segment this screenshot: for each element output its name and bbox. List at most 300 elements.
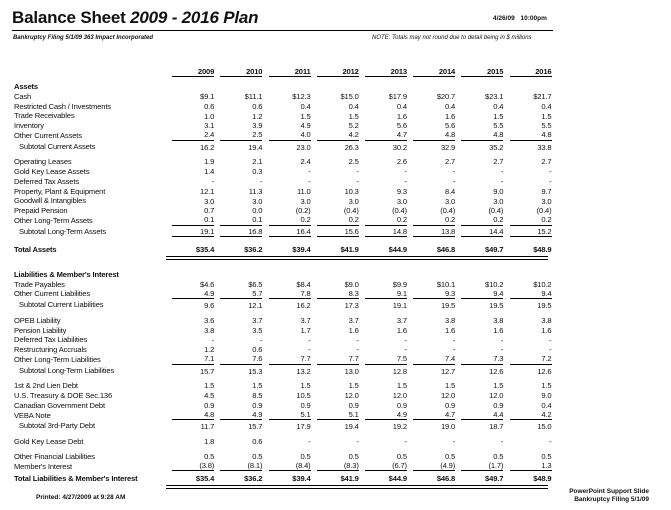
value: $35.4 bbox=[195, 473, 215, 483]
value: 3.0 bbox=[300, 196, 311, 206]
value: $39.4 bbox=[292, 244, 311, 254]
value-cell bbox=[214, 216, 262, 226]
timestamp: 4/26/09 10:00pm bbox=[493, 15, 547, 22]
value-cell bbox=[359, 355, 407, 365]
value-cell bbox=[503, 144, 551, 153]
row-label: U.S. Treasury & DOE Sec.136 bbox=[14, 391, 113, 401]
value: - bbox=[356, 437, 359, 447]
subtotal-row bbox=[14, 365, 552, 377]
value-cell bbox=[166, 198, 214, 207]
value: (0.2) bbox=[295, 206, 311, 216]
value-cell bbox=[503, 131, 551, 141]
value: $46.8 bbox=[436, 473, 456, 483]
value-cell bbox=[503, 302, 551, 311]
value-cell bbox=[214, 368, 262, 377]
value-cell bbox=[166, 462, 214, 472]
value: 15.2 bbox=[510, 228, 552, 238]
year-label: 2016 bbox=[510, 67, 552, 77]
value-cell bbox=[262, 228, 310, 238]
value: - bbox=[549, 335, 552, 345]
value: - bbox=[500, 437, 504, 447]
value: 0.9 bbox=[445, 401, 456, 411]
value: 0.4 bbox=[493, 101, 504, 111]
value: $39.4 bbox=[292, 473, 311, 483]
value: 1.0 bbox=[204, 111, 215, 121]
value-cell bbox=[503, 178, 551, 187]
value-cell bbox=[214, 327, 262, 336]
value: $41.9 bbox=[340, 473, 359, 483]
value-cell bbox=[455, 368, 503, 377]
value-cell bbox=[311, 216, 359, 226]
value-cell bbox=[455, 423, 503, 432]
value-cell bbox=[311, 327, 359, 336]
value: 2.4 bbox=[172, 131, 214, 141]
value: 0.6 bbox=[252, 437, 263, 447]
value: 9.0 bbox=[541, 391, 552, 401]
value-cell bbox=[359, 302, 407, 311]
row-label: Other Financial Liabilities bbox=[14, 451, 95, 461]
year-header bbox=[311, 67, 359, 77]
value: 2.7 bbox=[493, 157, 504, 167]
value-cell bbox=[407, 317, 455, 326]
row-label: Total Liabilities & Member's Interest bbox=[14, 473, 138, 483]
value: - bbox=[308, 335, 311, 345]
total-row bbox=[14, 242, 552, 254]
value-cell bbox=[262, 327, 310, 336]
title-main: Balance Sheet bbox=[12, 8, 126, 27]
value-cell bbox=[166, 178, 214, 187]
value-cell bbox=[455, 93, 503, 102]
value: 1.5 bbox=[541, 111, 552, 121]
row-label: Canadian Government Debt bbox=[14, 400, 105, 410]
year-header bbox=[262, 67, 310, 77]
value: - bbox=[549, 437, 552, 447]
value-cell bbox=[311, 113, 359, 122]
value: 0.9 bbox=[204, 401, 215, 411]
value: 9.0 bbox=[493, 186, 504, 196]
table-row bbox=[14, 411, 552, 421]
value: $17.9 bbox=[388, 92, 407, 101]
value: 0.4 bbox=[348, 101, 359, 111]
value-cell bbox=[455, 317, 503, 326]
value: (0.4) bbox=[440, 206, 456, 216]
value: 32.9 bbox=[440, 142, 456, 152]
value-cell bbox=[407, 475, 455, 484]
value-cell bbox=[503, 113, 551, 122]
row-label: Other Long-Term Assets bbox=[14, 216, 93, 226]
value: 5.5 bbox=[493, 121, 504, 131]
value-cell bbox=[407, 144, 455, 153]
value: 0.4 bbox=[300, 101, 311, 111]
value: 0.1 bbox=[220, 216, 262, 226]
value: $12.3 bbox=[292, 92, 311, 101]
value-cell bbox=[359, 228, 407, 238]
value: 0.4 bbox=[541, 101, 552, 111]
value-cell bbox=[455, 475, 503, 484]
value: 10.3 bbox=[344, 186, 359, 196]
value: 0.4 bbox=[445, 101, 456, 111]
table-row bbox=[14, 381, 552, 391]
value: - bbox=[404, 345, 407, 355]
value: $35.4 bbox=[195, 244, 215, 254]
value: 19.5 bbox=[440, 301, 456, 311]
value-cell bbox=[311, 337, 359, 346]
value-cell bbox=[214, 198, 262, 207]
value-cell bbox=[166, 317, 214, 326]
value-cell bbox=[214, 337, 262, 346]
value: - bbox=[500, 335, 504, 345]
year-header bbox=[455, 67, 503, 77]
year-label: 2012 bbox=[317, 67, 359, 77]
value: 0.2 bbox=[461, 216, 503, 226]
value: 1.6 bbox=[541, 325, 552, 335]
value-cell bbox=[503, 168, 551, 177]
value: 11.3 bbox=[248, 186, 263, 196]
value-cell bbox=[407, 411, 455, 421]
row-label: Cash bbox=[14, 91, 32, 101]
value: 19.5 bbox=[489, 301, 504, 311]
value: (6.7) bbox=[365, 462, 407, 472]
year-header bbox=[503, 67, 551, 77]
table-row bbox=[14, 280, 552, 290]
value: $15.0 bbox=[340, 92, 359, 101]
value-cell bbox=[503, 368, 551, 377]
value: $8.4 bbox=[296, 279, 311, 289]
value: (8.1) bbox=[220, 462, 262, 472]
value-cell bbox=[262, 302, 310, 311]
value: 0.6 bbox=[252, 345, 263, 355]
value: - bbox=[452, 345, 456, 355]
value-cell bbox=[455, 198, 503, 207]
value-cell bbox=[359, 246, 407, 255]
value: 14.8 bbox=[365, 228, 407, 238]
value: 4.8 bbox=[172, 411, 214, 421]
value-cell bbox=[407, 368, 455, 377]
table-row bbox=[14, 187, 552, 197]
subtitle: Bankruptcy Filing 5/1/09 363 Impact Incorporated bbox=[13, 35, 154, 41]
value: 7.6 bbox=[220, 355, 262, 365]
value: 1.5 bbox=[493, 111, 504, 121]
value: - bbox=[500, 177, 504, 187]
value-cell bbox=[166, 246, 214, 255]
value: - bbox=[404, 437, 407, 447]
value-cell bbox=[311, 302, 359, 311]
value: 19.1 bbox=[392, 301, 407, 311]
value-cell bbox=[359, 216, 407, 226]
value: 3.5 bbox=[252, 325, 263, 335]
value: 3.0 bbox=[396, 196, 407, 206]
value: 12.0 bbox=[489, 391, 504, 401]
value-cell bbox=[503, 423, 551, 432]
value-cell bbox=[311, 246, 359, 255]
value-cell bbox=[407, 198, 455, 207]
value: 2.7 bbox=[445, 157, 456, 167]
value: $9.9 bbox=[392, 279, 407, 289]
value: - bbox=[500, 167, 504, 177]
value: 2.1 bbox=[252, 157, 263, 167]
value: 2.4 bbox=[300, 157, 311, 167]
table-row bbox=[14, 216, 552, 226]
value-cell bbox=[407, 392, 455, 401]
value: 13.8 bbox=[413, 228, 455, 238]
value: 18.7 bbox=[489, 422, 504, 432]
value-cell bbox=[262, 355, 310, 365]
value: 16.2 bbox=[200, 142, 215, 152]
value: 1.7 bbox=[300, 325, 311, 335]
value: 9.4 bbox=[461, 290, 503, 300]
value: 0.9 bbox=[493, 401, 504, 411]
value-cell bbox=[166, 392, 214, 401]
value-cell bbox=[407, 355, 455, 365]
value: 19.5 bbox=[537, 301, 552, 311]
value: 0.2 bbox=[365, 216, 407, 226]
value: 3.7 bbox=[348, 315, 359, 325]
value: - bbox=[259, 335, 263, 345]
value: - bbox=[404, 177, 407, 187]
value-cell bbox=[166, 327, 214, 336]
value: 1.2 bbox=[204, 345, 215, 355]
value: 3.0 bbox=[541, 196, 552, 206]
value: 3.0 bbox=[204, 196, 215, 206]
value: 1.8 bbox=[204, 437, 215, 447]
value: 0.5 bbox=[493, 451, 504, 461]
value: (1.7) bbox=[461, 462, 503, 472]
value-cell bbox=[262, 113, 310, 122]
value: 1.5 bbox=[204, 381, 215, 391]
value-cell bbox=[214, 411, 262, 421]
value-cell bbox=[455, 290, 503, 300]
value: 3.6 bbox=[204, 315, 215, 325]
value-cell bbox=[503, 462, 551, 472]
value: $48.9 bbox=[533, 244, 552, 254]
value: - bbox=[452, 167, 456, 177]
table-row bbox=[14, 335, 552, 345]
value-cell bbox=[214, 423, 262, 432]
row-label: Pension Liability bbox=[14, 325, 67, 335]
value-cell bbox=[407, 158, 455, 167]
value-cell bbox=[262, 423, 310, 432]
value: 0.2 bbox=[269, 216, 311, 226]
value-cell bbox=[359, 168, 407, 177]
section-heading bbox=[14, 270, 552, 280]
spacer bbox=[14, 260, 552, 270]
value: 1.3 bbox=[510, 462, 552, 472]
value-cell bbox=[407, 302, 455, 311]
value: - bbox=[308, 177, 311, 187]
value: (0.4) bbox=[488, 206, 504, 216]
value: 5.7 bbox=[220, 290, 262, 300]
row-label: Trade Payables bbox=[14, 279, 65, 289]
row-label: Total Assets bbox=[14, 244, 57, 254]
value-cell bbox=[503, 246, 551, 255]
value: 1.6 bbox=[396, 111, 407, 121]
value-cell bbox=[311, 392, 359, 401]
value: $10.2 bbox=[533, 279, 552, 289]
value-cell bbox=[407, 462, 455, 472]
table-row bbox=[14, 131, 552, 141]
value-cell bbox=[214, 158, 262, 167]
value: - bbox=[356, 177, 359, 187]
value-cell bbox=[262, 93, 310, 102]
value-cell bbox=[503, 188, 551, 197]
value: 3.7 bbox=[396, 315, 407, 325]
value-cell bbox=[214, 178, 262, 187]
row-label: Subtotal Current Liabilities bbox=[19, 300, 104, 310]
footer-slide-label: PowerPoint Support Slide bbox=[569, 488, 649, 495]
value: 1.2 bbox=[252, 111, 263, 121]
value-cell bbox=[166, 411, 214, 421]
value: 7.5 bbox=[365, 355, 407, 365]
value: 0.5 bbox=[445, 451, 456, 461]
year-header bbox=[407, 67, 455, 77]
value: 33.8 bbox=[537, 142, 552, 152]
value: 19.2 bbox=[392, 422, 407, 432]
value: $4.6 bbox=[200, 279, 215, 289]
value: 12.0 bbox=[440, 391, 456, 401]
value: 1.5 bbox=[300, 381, 311, 391]
value-cell bbox=[359, 93, 407, 102]
value: 1.5 bbox=[252, 381, 263, 391]
value: 12.0 bbox=[392, 391, 407, 401]
value-cell bbox=[455, 382, 503, 391]
value: 4.9 bbox=[220, 411, 262, 421]
row-label: Subtotal Long-Term Assets bbox=[19, 226, 106, 236]
value: 1.5 bbox=[396, 381, 407, 391]
value-cell bbox=[455, 355, 503, 365]
value: 8.3 bbox=[317, 290, 359, 300]
row-label: Gold Key Lease Debt bbox=[14, 436, 84, 446]
subtotal-row bbox=[14, 141, 552, 153]
value: 1.5 bbox=[348, 111, 359, 121]
table-row bbox=[14, 111, 552, 121]
value: 15.6 bbox=[317, 228, 359, 238]
value: 12.6 bbox=[537, 366, 552, 376]
value-cell bbox=[214, 438, 262, 447]
value-cell bbox=[455, 327, 503, 336]
value: 13.0 bbox=[344, 366, 359, 376]
value: 1.6 bbox=[348, 325, 359, 335]
value-cell bbox=[359, 475, 407, 484]
value-cell bbox=[407, 103, 455, 112]
year-header-row bbox=[14, 66, 552, 77]
value: $9.1 bbox=[200, 92, 215, 101]
value: 7.8 bbox=[269, 290, 311, 300]
value-cell bbox=[359, 327, 407, 336]
value-cell bbox=[503, 411, 551, 421]
value: 16.2 bbox=[296, 301, 311, 311]
value-cell bbox=[503, 475, 551, 484]
value: 10.5 bbox=[296, 391, 311, 401]
value: 0.9 bbox=[252, 401, 263, 411]
value-cell bbox=[166, 337, 214, 346]
value: 15.3 bbox=[248, 366, 263, 376]
printed-date: Printed: 4/27/2009 at 9:28 AM bbox=[36, 494, 126, 501]
value: 0.5 bbox=[396, 451, 407, 461]
value: 3.0 bbox=[348, 196, 359, 206]
row-label: Goodwill & Intangibles bbox=[14, 196, 86, 206]
table-row bbox=[14, 196, 552, 206]
header-rule bbox=[12, 30, 553, 31]
value: - bbox=[404, 335, 407, 345]
value-cell bbox=[311, 188, 359, 197]
value: 1.6 bbox=[493, 325, 504, 335]
value-cell bbox=[359, 144, 407, 153]
value-cell bbox=[503, 103, 551, 112]
value-cell bbox=[455, 438, 503, 447]
value: 2.5 bbox=[348, 157, 359, 167]
value: - bbox=[356, 167, 359, 177]
value: (0.4) bbox=[343, 206, 359, 216]
value-cell bbox=[359, 113, 407, 122]
value: $44.9 bbox=[388, 244, 407, 254]
value-cell bbox=[407, 438, 455, 447]
table-row bbox=[14, 326, 552, 336]
year-label: 2010 bbox=[220, 67, 262, 77]
note: NOTE: Totals may not round due to detail being in $ millions bbox=[372, 35, 532, 41]
value-cell bbox=[166, 103, 214, 112]
value-cell bbox=[359, 382, 407, 391]
value: 7.7 bbox=[269, 355, 311, 365]
value-cell bbox=[262, 131, 310, 141]
value: - bbox=[308, 345, 311, 355]
value: - bbox=[452, 437, 456, 447]
value: 0.5 bbox=[300, 451, 311, 461]
value: 4.9 bbox=[365, 411, 407, 421]
year-label: 2013 bbox=[365, 67, 407, 77]
value-cell bbox=[214, 355, 262, 365]
footer-right bbox=[569, 488, 649, 504]
row-label: Property, Plant & Equipment bbox=[14, 186, 106, 196]
value-cell bbox=[262, 475, 310, 484]
table-row bbox=[14, 206, 552, 216]
value-cell bbox=[214, 188, 262, 197]
value: 12.7 bbox=[440, 366, 456, 376]
year-label: 2009 bbox=[172, 67, 214, 77]
value-cell bbox=[311, 228, 359, 238]
table-row bbox=[14, 289, 552, 299]
value-cell bbox=[214, 382, 262, 391]
value-cell bbox=[455, 216, 503, 226]
row-label: VEBA Note bbox=[14, 410, 51, 420]
footer-filing-label: Bankruptcy Filing 5/1/09 bbox=[574, 496, 649, 503]
value-cell bbox=[262, 178, 310, 187]
value-cell bbox=[214, 317, 262, 326]
value: 11.0 bbox=[296, 186, 311, 196]
value-cell bbox=[166, 368, 214, 377]
value-cell bbox=[407, 216, 455, 226]
table-row bbox=[14, 462, 552, 472]
year-header bbox=[359, 67, 407, 77]
value-cell bbox=[214, 144, 262, 153]
value-cell bbox=[311, 317, 359, 326]
value: 0.4 bbox=[396, 101, 407, 111]
value: 4.9 bbox=[172, 290, 214, 300]
value-cell bbox=[407, 113, 455, 122]
year-label: 2014 bbox=[413, 67, 455, 77]
subtotal-row bbox=[14, 226, 552, 238]
value-cell bbox=[455, 131, 503, 141]
value: 4.5 bbox=[204, 391, 215, 401]
value: 0.0 bbox=[252, 206, 263, 216]
value-cell bbox=[166, 168, 214, 177]
value: 19.0 bbox=[440, 422, 456, 432]
value-cell bbox=[455, 337, 503, 346]
value-cell bbox=[214, 93, 262, 102]
value: 5.1 bbox=[317, 411, 359, 421]
value: 2.7 bbox=[541, 157, 552, 167]
value-cell bbox=[359, 411, 407, 421]
value: $49.7 bbox=[485, 244, 504, 254]
